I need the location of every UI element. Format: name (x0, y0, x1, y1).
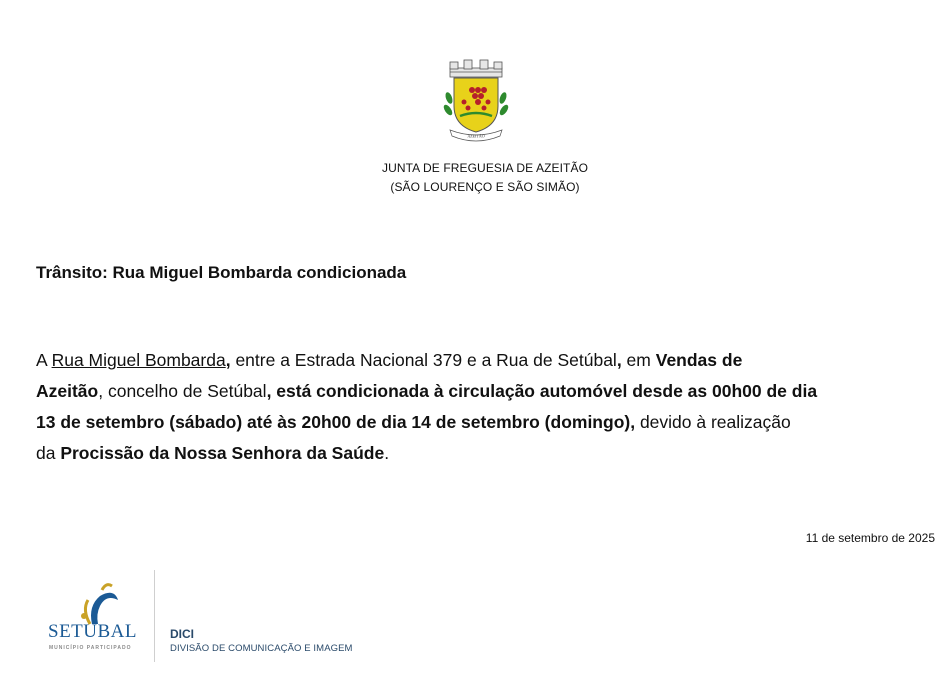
notice-text-segment: , está condicionada à circulação automóvel desde as 00h00 de dia (266, 381, 818, 401)
notice-text-segment: Azeitão (36, 381, 99, 401)
notice-body-line (36, 345, 941, 376)
notice-body (36, 345, 941, 469)
notice-text-segment: da (36, 443, 61, 463)
notice-text-segment: entre a Estrada Nacional 379 e a Rua de Setúbal (230, 350, 617, 370)
notice-text-segment: , (225, 350, 231, 370)
notice-text-segment: Procissão da Nossa Senhora da Saúde (60, 443, 385, 463)
municipality-subtitle: MUNICÍPIO PARTICIPADO (49, 645, 132, 651)
mural-crown (450, 60, 502, 77)
notice-text-segment: 13 de setembro (sábado) até às 20h00 de dia 14 de setembro (domingo), (36, 412, 636, 432)
coat-of-arms-crest (436, 58, 516, 142)
notice-body-line (36, 438, 941, 469)
division-acronym: DICI (170, 627, 194, 641)
notice-text-segment: devido à realização (635, 412, 791, 432)
shield (454, 78, 498, 132)
notice-text-segment: . (384, 443, 390, 463)
footer-divider (154, 570, 155, 662)
notice-text-segment: em (621, 350, 656, 370)
notice-text-segment: , concelho de Setúbal (98, 381, 267, 401)
notice-body-line (36, 407, 941, 438)
division-name: DIVISÃO DE COMUNICAÇÃO E IMAGEM (170, 643, 353, 654)
notice-body-line (36, 376, 941, 407)
notice-text-segment: A (36, 350, 52, 370)
notice-title: Trânsito: Rua Miguel Bombarda condicionada (36, 263, 407, 282)
svg-text:AZEITÃO: AZEITÃO (467, 133, 485, 139)
municipality-name: SETUBAL (48, 621, 137, 642)
notice-text-segment: Vendas de (655, 350, 743, 370)
org-name-line1: JUNTA DE FREGUESIA DE AZEITÃO (381, 161, 589, 175)
notice-text-segment: , (616, 350, 622, 370)
org-name-line2: (SÃO LOURENÇO E SÃO SIMÃO) (390, 180, 580, 194)
notice-date: 11 de setembro de 2025 (805, 531, 935, 545)
notice-text-segment: Rua Miguel Bombarda (51, 350, 226, 370)
